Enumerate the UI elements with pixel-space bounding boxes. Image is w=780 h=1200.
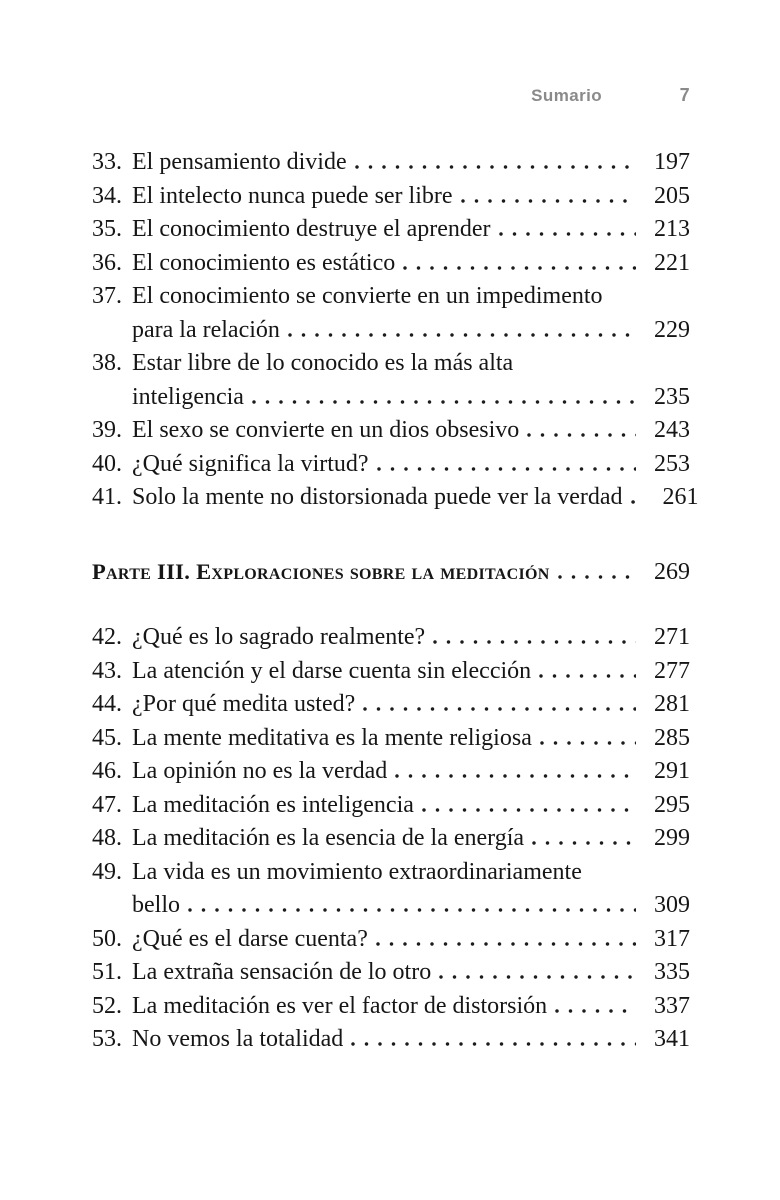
toc-entry: [92, 213, 690, 247]
dot-leader: [499, 232, 636, 236]
toc-entry: [92, 621, 690, 655]
toc-entry: [92, 856, 690, 923]
toc-entry-line: [92, 755, 690, 789]
entry-title: La opinión no es la verdad: [132, 758, 388, 784]
entry-number: 43.: [92, 657, 122, 684]
dot-leader: [527, 433, 636, 437]
toc-entry: [92, 247, 690, 281]
entry-title: ¿Qué es lo sagrado realmente?: [132, 624, 426, 650]
toc-entry-line: [92, 1023, 690, 1057]
toc-entry: [92, 481, 699, 515]
dot-leader: [631, 500, 645, 504]
entry-number: 37.: [92, 283, 122, 309]
toc-entry: [92, 923, 690, 957]
entry-title: ¿Por qué medita usted?: [132, 691, 356, 717]
toc-entry-line: [92, 856, 690, 890]
entry-page: 299: [654, 825, 690, 851]
entry-title: Estar libre de lo conocido es la más alta: [132, 350, 514, 376]
toc-entry: [92, 822, 690, 856]
entry-page: 291: [654, 758, 690, 784]
entry-number: 47.: [92, 791, 122, 818]
entry-number: 50.: [92, 925, 122, 952]
entry-number: 41.: [92, 484, 122, 510]
entry-title: El conocimiento es estático: [132, 249, 396, 276]
entry-title: El conocimiento destruye el aprender: [132, 216, 491, 242]
entry-number: 42.: [92, 624, 122, 650]
toc-entry-line: [92, 414, 690, 448]
section-heading-page: 269: [654, 558, 690, 585]
toc-entry-line: [92, 280, 690, 314]
entry-title: El sexo se convierte en un dios obsesivo: [132, 417, 520, 443]
entry-title: El conocimiento se convierte en un impedimento: [132, 283, 603, 309]
toc-entry-line: [92, 889, 690, 923]
toc-entry: [92, 990, 690, 1024]
entry-title: El pensamiento divide: [132, 149, 347, 175]
dot-leader: [363, 707, 636, 711]
entry-title: El intelecto nunca puede ser libre: [132, 182, 453, 209]
entry-title: La meditación es la esencia de la energía: [132, 825, 525, 851]
entry-title: La meditación es ver el factor de distorsión: [132, 992, 548, 1019]
entry-number: 39.: [92, 417, 122, 443]
entry-page: 205: [654, 182, 690, 209]
entry-title: No vemos la totalidad: [132, 1026, 344, 1052]
toc-entry-line: [92, 688, 690, 722]
toc-entry-line: [92, 448, 690, 482]
entry-page: 221: [654, 249, 690, 276]
entry-number: 46.: [92, 758, 122, 784]
toc-entry: [92, 722, 690, 756]
toc-entry-line: [92, 381, 690, 415]
dot-leader: [376, 942, 636, 946]
dot-leader: [288, 333, 636, 337]
dot-leader: [377, 467, 636, 471]
folio-page-number: 7: [679, 85, 690, 105]
entry-title: La meditación es inteligencia: [132, 791, 414, 818]
entry-page: 213: [654, 216, 690, 242]
entry-page: 261: [662, 484, 699, 510]
toc-entry-line: [92, 655, 690, 689]
toc-entry: [92, 688, 690, 722]
entry-title: ¿Qué es el darse cuenta?: [132, 925, 368, 952]
entry-page: 285: [654, 724, 690, 751]
section-heading-label: Parte III. Exploraciones sobre la meditación: [92, 558, 550, 584]
entry-title: La mente meditativa es la mente religiosa: [132, 724, 532, 751]
toc-entry-line: [92, 789, 690, 823]
toc-entry-line: [92, 247, 690, 281]
dot-leader: [461, 199, 636, 203]
entry-title: para la relación: [132, 316, 280, 343]
toc-entry-line: [92, 621, 690, 655]
entry-number: 40.: [92, 450, 122, 477]
entry-number: 35.: [92, 216, 122, 242]
dot-leader: [433, 640, 636, 644]
toc-entry-line: [92, 314, 690, 348]
entry-page: 197: [654, 149, 690, 175]
entry-page: 243: [654, 417, 690, 443]
toc-entry: [92, 1023, 690, 1057]
dot-leader: [355, 165, 636, 169]
toc-list-part-2-chapters: [92, 146, 699, 515]
toc-entry: [92, 180, 690, 214]
entry-number: 52.: [92, 992, 122, 1019]
entry-number: 34.: [92, 182, 122, 209]
entry-number: 38.: [92, 350, 122, 376]
toc-entry-line: [92, 822, 690, 856]
dot-leader: [188, 908, 636, 912]
toc-entry-line: [92, 180, 690, 214]
entry-number: 45.: [92, 724, 122, 751]
dot-leader: [558, 575, 636, 579]
toc-entry-line: [92, 956, 690, 990]
entry-page: 235: [654, 383, 690, 410]
entry-page: 337: [654, 992, 690, 1019]
toc-entry-line: [92, 213, 690, 247]
toc-entry-line: [92, 722, 690, 756]
entry-page: 317: [654, 925, 690, 952]
table-of-contents: [92, 146, 699, 1057]
entry-number: 33.: [92, 149, 122, 175]
entry-title: inteligencia: [132, 383, 244, 410]
entry-page: 277: [654, 657, 690, 684]
toc-entry: [92, 347, 690, 414]
entry-page: 309: [654, 892, 690, 918]
toc-entry: [92, 956, 690, 990]
dot-leader: [539, 674, 636, 678]
entry-title: La atención y el darse cuenta sin elección: [132, 657, 532, 684]
toc-entry: [92, 755, 690, 789]
dot-leader: [422, 808, 636, 812]
entry-page: 229: [654, 316, 690, 343]
entry-page: 335: [654, 959, 690, 985]
entry-page: 281: [654, 691, 690, 717]
toc-entry: [92, 414, 690, 448]
toc-entry: [92, 448, 690, 482]
entry-title: bello: [132, 892, 180, 918]
section-heading-row: [92, 555, 690, 590]
page-header: [92, 85, 690, 106]
entry-page: 295: [654, 791, 690, 818]
entry-title: Solo la mente no distorsionada puede ver la verdad: [132, 484, 623, 510]
entry-number: 44.: [92, 691, 122, 717]
toc-entry: [92, 280, 690, 347]
toc-entry: [92, 789, 690, 823]
toc-entry-line: [92, 990, 690, 1024]
dot-leader: [252, 400, 636, 404]
toc-list-part-3-chapters: [92, 621, 690, 1057]
dot-leader: [395, 774, 636, 778]
running-title: Sumario: [531, 86, 602, 105]
toc-entry: [92, 655, 690, 689]
dot-leader: [540, 741, 636, 745]
toc-entry-line: [92, 923, 690, 957]
dot-leader: [403, 266, 636, 270]
entry-title: La extraña sensación de lo otro: [132, 959, 432, 985]
entry-number: 53.: [92, 1026, 122, 1052]
toc-entry-line: [92, 347, 690, 381]
entry-page: 341: [654, 1026, 690, 1052]
entry-title: ¿Qué significa la virtud?: [132, 450, 369, 477]
toc-entry: [92, 146, 690, 180]
entry-number: 36.: [92, 249, 122, 276]
dot-leader: [351, 1042, 636, 1046]
toc-entry-line: [92, 146, 690, 180]
entry-title: La vida es un movimiento extraordinariamente: [132, 858, 582, 885]
entry-number: 49.: [92, 858, 122, 885]
dot-leader: [555, 1009, 636, 1013]
entry-page: 271: [654, 624, 690, 650]
entry-number: 48.: [92, 825, 122, 851]
dot-leader: [532, 841, 636, 845]
dot-leader: [439, 975, 636, 979]
entry-number: 51.: [92, 959, 122, 985]
toc-entry-line: [92, 481, 699, 515]
entry-page: 253: [654, 450, 690, 477]
